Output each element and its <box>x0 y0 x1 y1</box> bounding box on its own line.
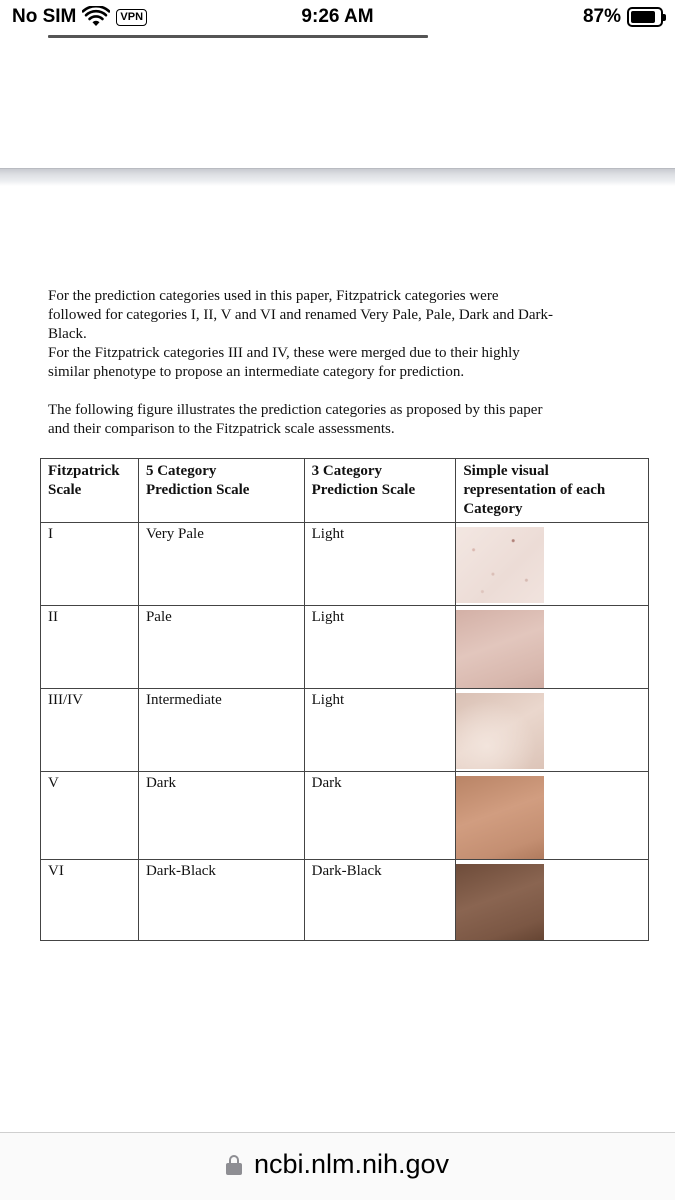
cell-five-category: Intermediate <box>138 689 304 772</box>
cell-fitzpatrick: III/IV <box>41 689 139 772</box>
page-divider <box>0 168 675 186</box>
cell-visual <box>456 772 649 860</box>
cell-three-category: Dark-Black <box>304 860 456 941</box>
lock-icon <box>226 1154 242 1176</box>
text-line: For the prediction categories used in this paper, Fitzpatrick categories were <box>48 288 499 304</box>
cell-five-category: Dark-Black <box>138 860 304 941</box>
comparison-table <box>40 458 649 941</box>
text-line: For the Fitzpatrick categories III and IV, these were merged due to their highly <box>48 345 520 361</box>
previous-page-fragment <box>48 30 428 40</box>
carrier-label: No SIM <box>12 6 77 27</box>
header-fitzpatrick-scale: Fitzpatrick Scale <box>41 459 139 523</box>
cell-five-category: Very Pale <box>138 523 304 606</box>
text-line: and their comparison to the Fitzpatrick scale assessments. <box>48 421 395 437</box>
header-5-category: 5 Category Prediction Scale <box>138 459 304 523</box>
dark-skin-swatch <box>456 776 544 859</box>
cell-visual <box>456 523 649 606</box>
text-line: followed for categories I, II, V and VI and renamed Very Pale, Pale, Dark and Dark- <box>48 307 553 323</box>
header-visual-representation: Simple visual representation of each Category <box>456 459 649 523</box>
text-line: Black. <box>48 326 87 342</box>
text-line: The following figure illustrates the prediction categories as proposed by this paper <box>48 402 543 418</box>
table-row <box>41 860 649 941</box>
clock: 9:26 AM <box>301 6 374 27</box>
vpn-badge: VPN <box>116 9 147 26</box>
cell-fitzpatrick: I <box>41 523 139 606</box>
url-display[interactable] <box>0 1149 675 1180</box>
cell-fitzpatrick: II <box>41 606 139 689</box>
cell-three-category: Light <box>304 523 456 606</box>
dark-black-skin-swatch <box>456 864 544 940</box>
cell-visual <box>456 689 649 772</box>
cell-three-category: Light <box>304 689 456 772</box>
cell-five-category: Pale <box>138 606 304 689</box>
category-table <box>40 458 649 941</box>
table-row <box>41 606 649 689</box>
table-row <box>41 689 649 772</box>
table-row <box>41 523 649 606</box>
battery-fill <box>631 11 655 23</box>
paragraph-prediction-categories <box>48 287 638 382</box>
pale-skin-swatch <box>456 610 544 688</box>
text-line: similar phenotype to propose an intermediate category for prediction. <box>48 364 465 380</box>
address-bar[interactable] <box>0 1132 675 1200</box>
paragraph-figure-description <box>48 401 638 439</box>
battery-percent: 87% <box>582 6 621 27</box>
cell-three-category: Light <box>304 606 456 689</box>
cell-five-category: Dark <box>138 772 304 860</box>
header-3-category: 3 Category Prediction Scale <box>304 459 456 523</box>
battery-icon <box>627 7 663 27</box>
cell-three-category: Dark <box>304 772 456 860</box>
url-text[interactable]: ncbi.nlm.nih.gov <box>253 1149 450 1179</box>
very-pale-skin-swatch <box>456 527 544 603</box>
intermediate-skin-swatch <box>456 693 544 769</box>
cell-fitzpatrick: V <box>41 772 139 860</box>
cell-visual <box>456 606 649 689</box>
table-header-row <box>41 459 649 523</box>
table-row <box>41 772 649 860</box>
cell-visual <box>456 860 649 941</box>
status-right <box>583 6 663 28</box>
cell-fitzpatrick: VI <box>41 860 139 941</box>
